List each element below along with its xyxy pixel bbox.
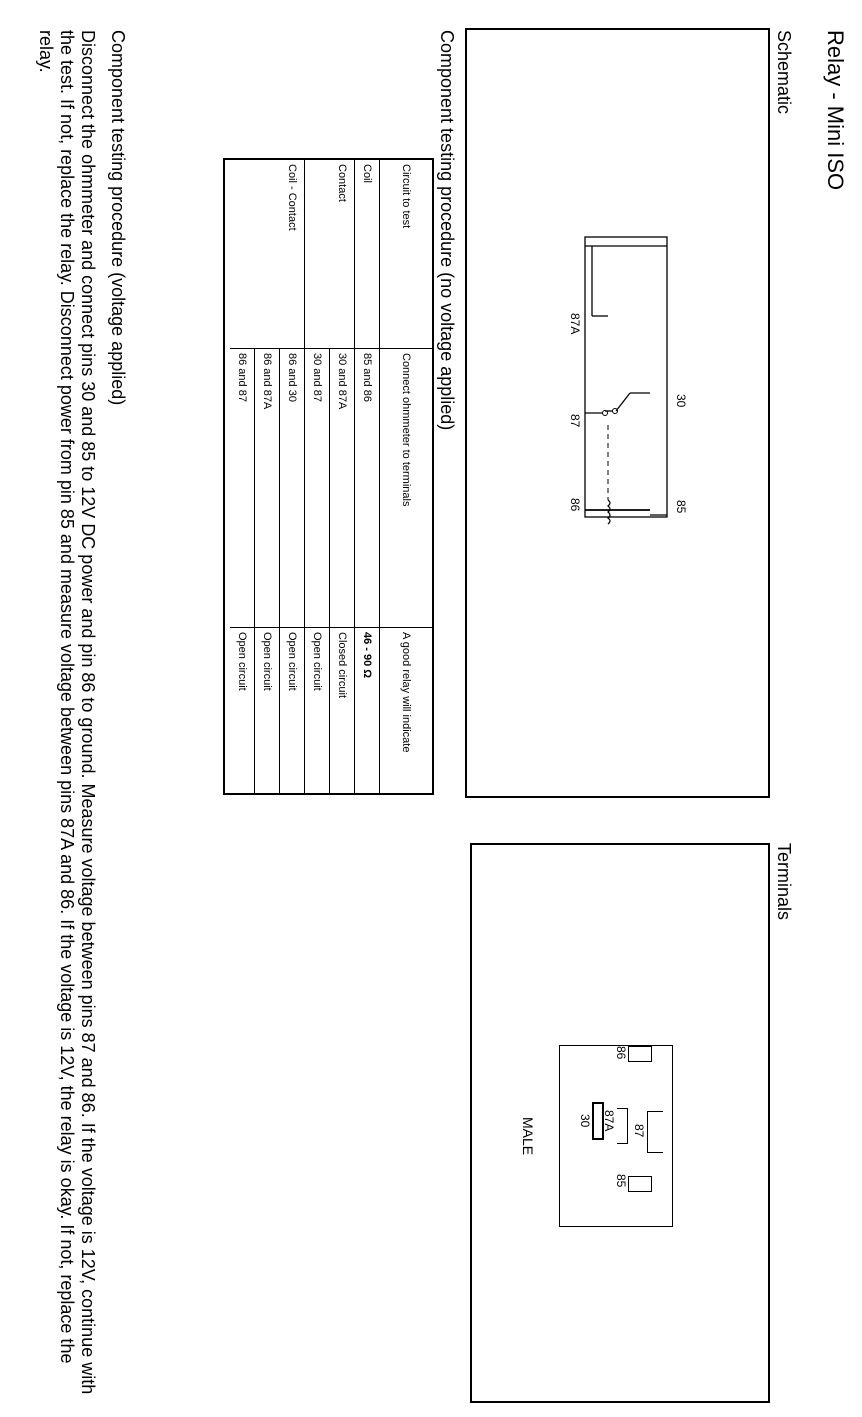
- cell-circuit: Coil: [355, 160, 380, 349]
- cell-result: Open circuit: [305, 628, 330, 794]
- terminal-caption: MALE: [520, 1117, 536, 1156]
- table-row: [255, 160, 280, 793]
- schematic-pin-87a: 87A: [568, 313, 582, 335]
- column-header-result: A good relay will indicate: [380, 628, 433, 794]
- cell-terminals: 85 and 86: [355, 349, 380, 628]
- cell-circuit: [230, 160, 255, 349]
- cell-result: Open circuit: [280, 628, 305, 794]
- table-row: [330, 160, 355, 793]
- schematic-pin-85: 85: [674, 500, 688, 514]
- terminal-pin-85: 85: [614, 1174, 628, 1188]
- cell-terminals: 86 and 30: [280, 349, 305, 628]
- blade-86: [628, 1046, 652, 1062]
- table-row: [280, 160, 305, 793]
- table-row: [355, 160, 380, 793]
- blade-87: [647, 1111, 663, 1153]
- no-voltage-table-area: [188, 0, 528, 1417]
- voltage-procedure-text: Disconnect the ohmmeter and connect pins 30 and 85 to 12V DC power and pin 86 to ground. Measure voltage between pins 87 and 86. If the voltage is 12V, continue with the test. If not, replace the relay. Disconnect power from pin 85 and measure voltage between pins 87A and 86. If the voltage is 12V, the relay is okay. If not, replace the relay.: [36, 30, 98, 1395]
- cell-result: Closed circuit: [330, 628, 355, 794]
- schematic-heading: Schematic: [774, 30, 794, 115]
- no-voltage-table: [230, 160, 432, 793]
- cell-result: 46 - 90 Ω: [355, 628, 380, 794]
- table-header-row: [380, 160, 433, 793]
- cell-terminals: 30 and 87A: [330, 349, 355, 628]
- terminal-pin-87a: 87A: [602, 1110, 616, 1132]
- cell-terminals: 86 and 87: [230, 349, 255, 628]
- blade-87a: [617, 1108, 628, 1144]
- schematic-pin-87: 87: [568, 414, 582, 428]
- terminal-block: [559, 1045, 673, 1227]
- cell-terminals: 86 and 87A: [255, 349, 280, 628]
- column-header-circuit: Circuit to test: [380, 160, 433, 349]
- no-voltage-heading: Component testing procedure (no voltage applied): [437, 30, 457, 431]
- schematic-pin-30: 30: [674, 394, 688, 408]
- cell-terminals: 30 and 87: [305, 349, 330, 628]
- terminals-heading: Terminals: [774, 843, 794, 921]
- terminal-pin-87: 87: [632, 1124, 646, 1138]
- table-row: [230, 160, 255, 793]
- cell-circuit: Coil - Contact: [280, 160, 305, 349]
- cell-circuit: [255, 160, 280, 349]
- table-row: [305, 160, 330, 793]
- terminal-pin-30: 30: [578, 1114, 592, 1128]
- blade-30: [592, 1102, 604, 1140]
- cell-result: Open circuit: [236, 632, 248, 691]
- terminal-pin-86: 86: [614, 1046, 628, 1060]
- voltage-heading: Component testing procedure (voltage applied): [108, 30, 128, 406]
- blade-85: [628, 1176, 652, 1192]
- column-header-terminals: Connect ohmmeter to terminals: [380, 349, 433, 628]
- cell-circuit: Contact: [330, 160, 355, 349]
- cell-result: Open circuit: [255, 628, 280, 794]
- cell-circuit: [305, 160, 330, 349]
- schematic-pin-86: 86: [568, 498, 582, 512]
- page-title: Relay - Mini ISO: [823, 30, 848, 191]
